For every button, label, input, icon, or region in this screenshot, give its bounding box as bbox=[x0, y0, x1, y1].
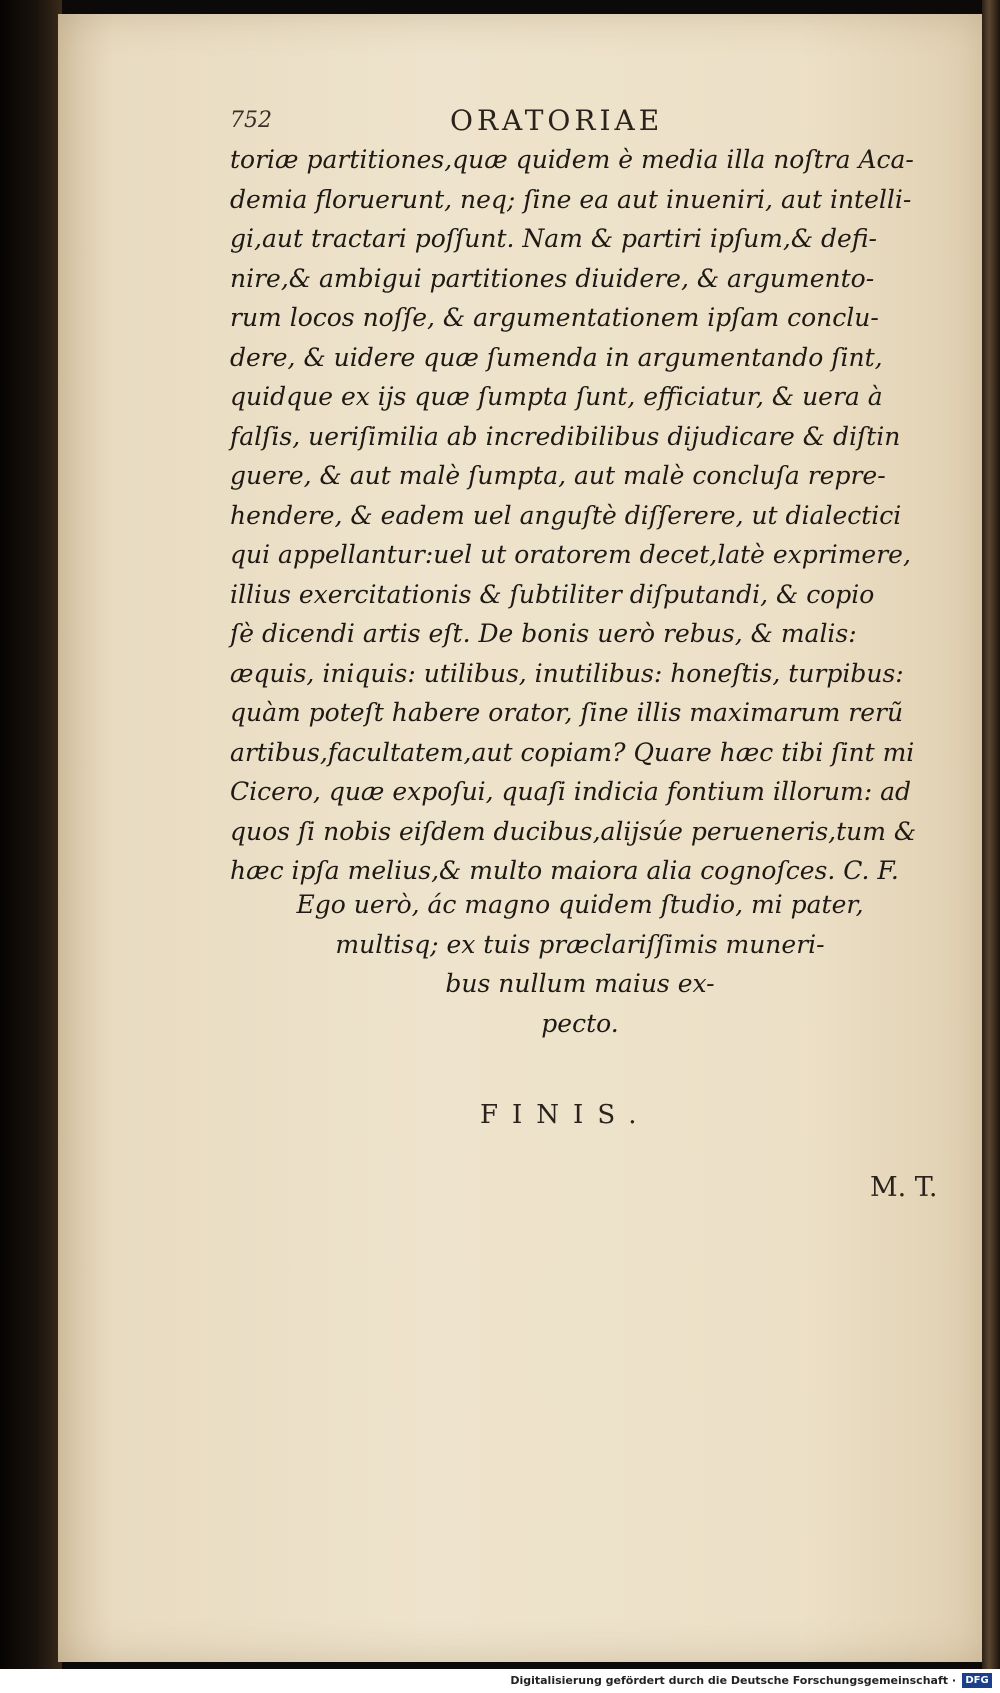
text-line: quàm poteſt habere orator, ſine illis maximarum rerũ bbox=[230, 698, 904, 727]
closing-line: bus nullum maius ex- bbox=[445, 969, 715, 998]
closing-line: Ego uerò, ác magno quidem ſtudio, mi pater, bbox=[296, 890, 864, 919]
footer-bar bbox=[0, 1669, 1000, 1693]
text-line: Cicero, quæ expoſui, quaſi indicia fontium illorum: ad bbox=[230, 777, 911, 806]
text-line: qui appellantur:uel ut oratorem decet,latè exprimere, bbox=[230, 540, 911, 569]
text-line: gi,aut tractari poſſunt. Nam & partiri ipſum,& defi- bbox=[230, 224, 877, 253]
text-line: illius exercitationis & ſubtiliter diſputandi, & copio bbox=[230, 579, 875, 609]
text-line: hæc ipſa melius,& multo maiora alia cognoſces. C. F. bbox=[230, 856, 899, 885]
text-line: falſis, ueriſimilia ab incredibilibus dijudicare & diſtin bbox=[230, 421, 901, 451]
text-line: hendere, & eadem uel anguſtè diſſerere, ut dialectici bbox=[230, 500, 902, 530]
dfg-logo[interactable]: DFG bbox=[962, 1673, 992, 1688]
text-line: nire,& ambigui partitiones diuidere, & argumento- bbox=[230, 263, 875, 293]
page-number: 752 bbox=[230, 108, 272, 133]
text-line: guere, & aut malè ſumpta, aut malè concluſa repre- bbox=[230, 461, 886, 490]
text-line: ſè dicendi artis eſt. De bonis uerò rebus, & malis: bbox=[230, 619, 857, 648]
footer-credit: Digitalisierung gefördert durch die Deutsche Forschungsgemeinschaft · bbox=[510, 1674, 956, 1687]
page-stack-edge bbox=[982, 0, 1000, 1693]
running-head: ORATORIAE bbox=[450, 104, 664, 137]
text-line: dere, & uidere quæ ſumenda in argumentando ſint, bbox=[230, 342, 883, 372]
finis-mark: FINIS. bbox=[480, 1100, 651, 1130]
text-line: quidque ex ijs quæ ſumpta ſunt, efficiatur, & uera à bbox=[230, 382, 883, 411]
closing-line: multisq; ex tuis præclariſſimis muneri- bbox=[335, 929, 825, 959]
text-line: rum locos noſſe, & argumentationem ipſam conclu- bbox=[230, 303, 879, 332]
text-line: toriæ partitiones,quæ quidem è media illa noſtra Aca- bbox=[230, 145, 914, 174]
text-line: demia floruerunt, neq; ſine ea aut inueniri, aut intelli- bbox=[230, 184, 912, 214]
catchword: M. T. bbox=[870, 1172, 938, 1203]
text-line: æquis, iniquis: utilibus, inutilibus: honeſtis, turpibus: bbox=[230, 658, 904, 688]
book-binding-edge bbox=[0, 0, 62, 1693]
text-line: quos ſi nobis eiſdem ducibus,alijsúe perueneris,tum & bbox=[230, 816, 917, 846]
body-text bbox=[230, 140, 930, 891]
text-line: artibus,facultatem,aut copiam? Quare hæc tibi ſint mi bbox=[230, 737, 915, 767]
closing-paragraph bbox=[230, 885, 930, 1043]
closing-line: pecto. bbox=[541, 1008, 619, 1038]
